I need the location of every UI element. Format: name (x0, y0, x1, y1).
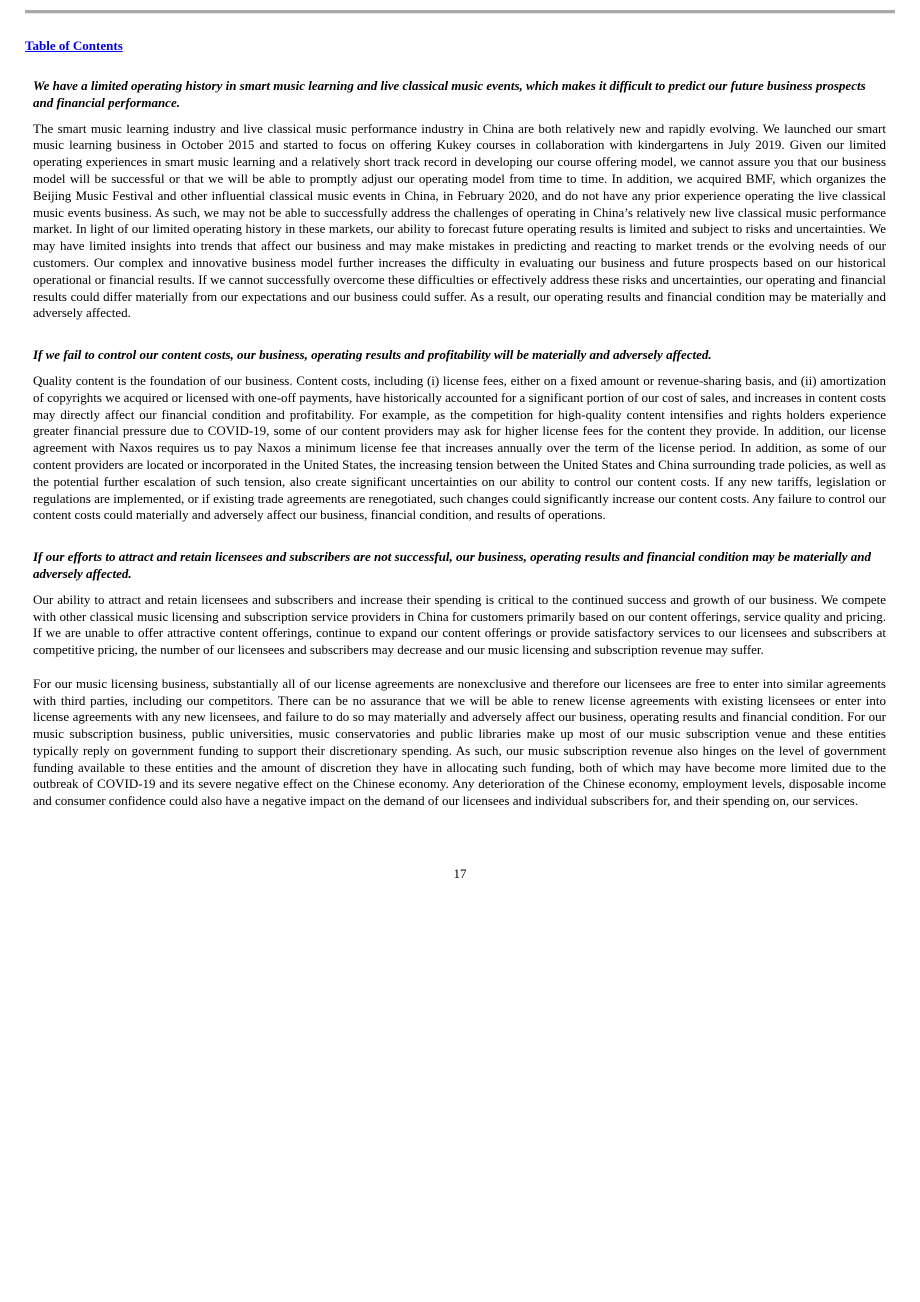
table-of-contents-link[interactable]: Table of Contents (25, 38, 123, 53)
body-paragraph: Our ability to attract and retain licensees and subscribers and increase their spending is critical to the continued success and growth of our business. We compete with other classical music licensing and subscription service providers in China for customers primarily based on our content offerings, service quality and pricing. If we are unable to offer attractive content offerings, continue to expand our content offerings or provide satisfactory services to our licensees and subscribers at competitive pricing, the number of our licensees and subscribers may decrease and our music licensing and subscription revenue may suffer. (33, 591, 886, 658)
risk-section-limited-history (33, 78, 886, 322)
page-number: 17 (453, 866, 467, 881)
body-paragraph: The smart music learning industry and live classical music performance industry in China are both relatively new and rapidly evolving. We launched our smart music learning business in October 2015 and started to focus on offering Kukey courses in collaboration with kindergartens in July 2019. Given our limited operating experiences in smart music learning and a relatively short track record in developing our course offering model, we cannot assure you that our business model will be successful or that we will be able to promptly adjust our operating model from time to time. In addition, we acquired BMF, which organizes the Beijing Music Festival and other influential classical music events in China, in February 2020, and do not have any prior experience operating the live classical music events business. As such, we may not be able to successfully address the challenges of operating in China’s relatively new live classical music performance market. In light of our limited operating history in these markets, our ability to forecast future operating results is limited and subject to risks and uncertainties. We may have limited insights into trends that affect our business and may make mistakes in predicting and reacting to market trends or the evolving needs of our customers. Our complex and innovative business model further increases the difficulty in evaluating our business and future prospects based on our historical operational or financial results. If we cannot successfully overcome these difficulties or effectively address these risks and uncertainties, our operating and financial results could differ materially from our expectations and our business could suffer. As a result, our operating results and financial condition may be materially and adversely affected. (33, 120, 886, 321)
document-body (33, 78, 886, 810)
section-heading: If we fail to control our content costs, our business, operating results and profitability will be materially and adversely affected. (33, 347, 712, 363)
risk-section-content-costs (33, 347, 886, 524)
section-heading: We have a limited operating history in smart music learning and live classical music events, which makes it difficult to predict our future business prospects and financial performance. (33, 78, 866, 110)
body-paragraph: Quality content is the foundation of our business. Content costs, including (i) license fees, either on a fixed amount or revenue-sharing basis, and (ii) amortization of copyrights we acquired or licensed with one-off payments, have historically accounted for a significant portion of our cost of sales, and increases in content costs may directly affect our financial condition and profitability. For example, as the competition for high-quality content intensifies and rights holders experience greater financial pressure due to COVID-19, some of our content providers may ask for higher license fees for the content they provide. In addition, our license agreement with Naxos requires us to pay Naxos a minimum license fee that increases annually over the term of the license period. In addition, as some of our content providers are located or incorporated in the United States, the increasing tension between the United States and China surrounding trade policies, as well as the potential further escalation of such tension, also create significant uncertainties on our ability to control our content costs. If any new tariffs, legislation or regulations are implemented, or if existing trade agreements are renegotiated, such changes could significantly increase our content costs. Any failure to control our content costs could materially and adversely affect our business, financial condition, and results of operations. (33, 372, 886, 523)
body-paragraph: For our music licensing business, substantially all of our license agreements are nonexclusive and therefore our licensees are free to enter into similar agreements with third parties, including our competitors. There can be no assurance that we will be able to renew license agreements with existing licensees or enter into license agreements with any new licensees, and failure to do so may materially and adversely affect our business, operating results and financial condition. For our music subscription business, public universities, music conservatories and public libraries make up most of our music subscription venue and these entities typically reply on government funding to support their discretionary spending. As such, our music subscription revenue also hinges on the level of government funding available to these entities and the amount of discretion they have in allocating such funding, both of which may have become more limited due to the outbreak of COVID-19 and its severe negative effect on the Chinese economy. Any deterioration of the Chinese economy, employment levels, disposable income and consumer confidence could also have a negative impact on the demand of our licensees and individual subscribers for, and their spending on, our services. (33, 675, 886, 809)
section-heading: If our efforts to attract and retain licensees and subscribers are not successful, our business, operating results and financial condition may be materially and adversely affected. (33, 549, 871, 581)
risk-section-licensees-subscribers (33, 549, 886, 810)
top-divider (25, 10, 895, 14)
